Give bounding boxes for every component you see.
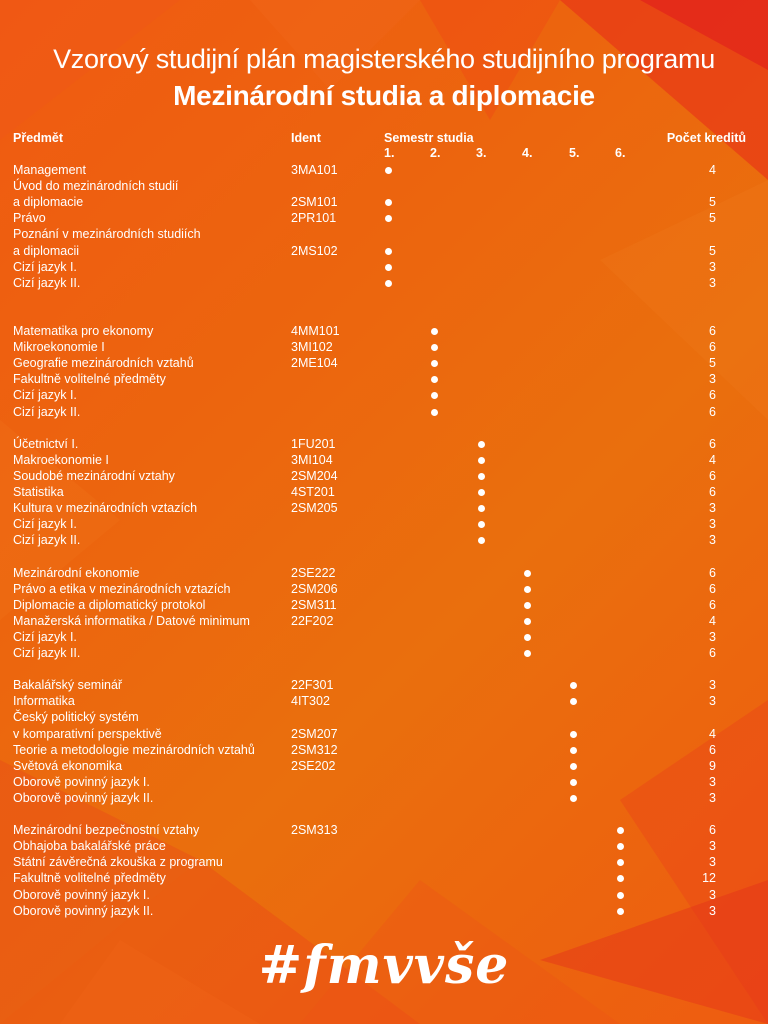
semester-dot-icon xyxy=(431,392,438,399)
subject-ident: 22F202 xyxy=(291,613,334,628)
table-row xyxy=(0,276,768,292)
subject-name: a diplomacii xyxy=(13,243,80,258)
semester-dot-icon xyxy=(431,376,438,383)
semester-dot-icon xyxy=(385,215,392,222)
subject-name: Světová ekonomika xyxy=(13,758,123,773)
subject-ident: 2SM205 xyxy=(291,501,338,516)
semester-dot-icon xyxy=(478,537,485,544)
table-row xyxy=(0,421,768,437)
subject-name: Soudobé mezinárodní vztahy xyxy=(13,468,175,483)
subject-name: Cizí jazyk II. xyxy=(13,404,81,419)
table-row xyxy=(0,340,768,356)
subject-ident: 4MM101 xyxy=(291,324,340,338)
table-row xyxy=(0,662,768,678)
table-row xyxy=(0,437,768,453)
semester-dot-icon xyxy=(617,843,624,850)
subject-name: Oborově povinný jazyk I. xyxy=(13,887,150,902)
semester-dot-icon xyxy=(570,747,577,754)
subject-name: Cizí jazyk II. xyxy=(13,275,81,290)
semester-dot-icon xyxy=(617,875,624,882)
table-row xyxy=(0,308,768,324)
subject-credits: 6 xyxy=(709,324,716,338)
table-row xyxy=(0,453,768,469)
subject-credits: 3 xyxy=(709,855,716,870)
subject-ident: 2ME104 xyxy=(291,356,338,371)
subject-ident: 3MA101 xyxy=(291,163,338,177)
subject-name: Makroekonomie I xyxy=(13,452,109,467)
subject-credits: 6 xyxy=(709,646,716,660)
semester-dot-icon xyxy=(524,570,531,577)
subject-name: Český politický systém xyxy=(13,710,139,725)
semester-dot-icon xyxy=(570,763,577,770)
semester-dot-icon xyxy=(617,908,624,915)
semester-dot-icon xyxy=(524,634,531,641)
semester-number-1: 1. xyxy=(384,146,395,160)
subject-name: Oborově povinný jazyk I. xyxy=(13,774,150,789)
subject-name: Mikroekonomie I xyxy=(13,340,105,355)
subject-name: Cizí jazyk II. xyxy=(13,646,81,660)
subject-ident: 2SM206 xyxy=(291,581,338,596)
subject-name: Úvod do mezinárodních studií xyxy=(13,179,179,194)
semester-number-5: 5. xyxy=(569,146,580,160)
semester-dot-icon xyxy=(478,473,485,480)
subject-credits: 3 xyxy=(709,774,716,789)
fmvvse-logo: #fmvvše xyxy=(258,935,510,996)
subject-credits: 3 xyxy=(709,275,716,290)
subject-name: Management xyxy=(13,163,86,177)
table-row xyxy=(0,582,768,598)
header-subject: Předmět xyxy=(13,131,64,145)
table-row xyxy=(0,855,768,871)
subject-credits: 9 xyxy=(709,758,716,773)
semester-dot-icon xyxy=(570,682,577,689)
subject-credits: 3 xyxy=(709,694,716,709)
semester-dot-icon xyxy=(617,859,624,866)
subject-name: Kultura v mezinárodních vztazích xyxy=(13,501,198,516)
subject-credits: 6 xyxy=(709,340,716,355)
subject-credits: 6 xyxy=(709,468,716,483)
semester-dot-icon xyxy=(385,264,392,271)
table-row xyxy=(0,646,768,662)
semester-dot-icon xyxy=(385,167,392,174)
semester-dot-icon xyxy=(478,505,485,512)
subject-credits: 6 xyxy=(709,823,716,838)
subject-name: Diplomacie a diplomatický protokol xyxy=(13,597,206,612)
subject-ident: 2SE222 xyxy=(291,565,336,580)
subject-credits: 3 xyxy=(709,790,716,805)
subject-name: Manažerská informatika / Datové minimum xyxy=(13,613,250,628)
table-row xyxy=(0,195,768,211)
subject-ident: 2SM207 xyxy=(291,726,338,741)
table-row xyxy=(0,549,768,565)
subject-credits: 3 xyxy=(709,629,716,644)
subject-credits: 6 xyxy=(709,565,716,580)
table-row xyxy=(0,260,768,276)
semester-dot-icon xyxy=(570,698,577,705)
semester-number-4: 4. xyxy=(522,146,533,160)
subject-name: Cizí jazyk I. xyxy=(13,388,77,403)
subject-name: Oborově povinný jazyk II. xyxy=(13,790,154,805)
subject-ident: 4ST201 xyxy=(291,485,335,499)
subject-name: Matematika pro ekonomy xyxy=(13,324,154,338)
subject-credits: 12 xyxy=(702,871,716,886)
subject-credits: 6 xyxy=(709,742,716,757)
subject-name: Geografie mezinárodních vztahů xyxy=(13,356,194,371)
subject-ident: 3MI104 xyxy=(291,452,333,467)
table-row xyxy=(0,163,768,179)
subject-name: Cizí jazyk I. xyxy=(13,517,77,532)
page-title-line1: Vzorový studijní plán magisterského studijního programu xyxy=(53,44,715,74)
subject-name: Statistika xyxy=(13,485,64,499)
table-row xyxy=(0,372,768,388)
table-row xyxy=(0,759,768,775)
subject-credits: 3 xyxy=(709,887,716,902)
table-row xyxy=(0,356,768,372)
subject-name: Fakultně volitelné předměty xyxy=(13,372,166,387)
subject-credits: 6 xyxy=(709,436,716,451)
subject-credits: 3 xyxy=(709,533,716,548)
semester-dot-icon xyxy=(617,827,624,834)
semester-dot-icon xyxy=(524,650,531,657)
table-row xyxy=(0,388,768,404)
subject-credits: 3 xyxy=(709,501,716,516)
subject-credits: 6 xyxy=(709,485,716,499)
table-row xyxy=(0,630,768,646)
subject-ident: 2SE202 xyxy=(291,758,336,773)
subject-name: Cizí jazyk II. xyxy=(13,533,81,548)
subject-credits: 6 xyxy=(709,404,716,419)
table-row xyxy=(0,485,768,501)
subject-credits: 3 xyxy=(709,517,716,532)
table-row xyxy=(0,501,768,517)
subject-credits: 6 xyxy=(709,597,716,612)
subject-credits: 4 xyxy=(709,452,716,467)
table-row xyxy=(0,517,768,533)
semester-dot-icon xyxy=(385,199,392,206)
subject-credits: 5 xyxy=(709,356,716,371)
subject-credits: 6 xyxy=(709,581,716,596)
table-row xyxy=(0,839,768,855)
semester-dot-icon xyxy=(431,409,438,416)
subject-name: Oborově povinný jazyk II. xyxy=(13,903,154,918)
subject-ident: 2SM101 xyxy=(291,195,338,210)
semester-dot-icon xyxy=(524,618,531,625)
page-title-line2: Mezinárodní studia a diplomacie xyxy=(173,80,595,111)
subject-ident: 2SM311 xyxy=(291,597,337,612)
table-row xyxy=(0,710,768,726)
semester-dot-icon xyxy=(570,779,577,786)
semester-dot-icon xyxy=(431,328,438,335)
semester-dot-icon xyxy=(570,795,577,802)
semester-dot-icon xyxy=(478,457,485,464)
subject-name: Právo xyxy=(13,211,46,226)
table-row xyxy=(0,694,768,710)
subject-credits: 3 xyxy=(709,839,716,854)
semester-dot-icon xyxy=(478,441,485,448)
subject-name: Teorie a metodologie mezinárodních vztahů xyxy=(13,742,255,757)
semester-dot-icon xyxy=(478,489,485,496)
table-row xyxy=(0,904,768,920)
subject-ident: 4IT302 xyxy=(291,694,330,709)
subject-ident: 2SM312 xyxy=(291,742,338,757)
semester-dot-icon xyxy=(570,731,577,738)
table-row xyxy=(0,775,768,791)
subject-credits: 5 xyxy=(709,211,716,226)
semester-dot-icon xyxy=(385,248,392,255)
subject-name: Účetnictví I. xyxy=(13,436,79,451)
table-row xyxy=(0,743,768,759)
table-row xyxy=(0,244,768,260)
semester-dot-icon xyxy=(431,360,438,367)
table-row xyxy=(0,292,768,308)
subject-credits: 5 xyxy=(709,195,716,210)
subject-name: Fakultně volitelné předměty xyxy=(13,871,166,886)
table-row xyxy=(0,727,768,743)
subject-credits: 3 xyxy=(709,903,716,918)
table-row xyxy=(0,888,768,904)
table-row xyxy=(0,871,768,887)
subject-ident: 2SM313 xyxy=(291,823,338,838)
subject-name: Mezinárodní ekonomie xyxy=(13,565,140,580)
subject-credits: 3 xyxy=(709,678,716,693)
table-row xyxy=(0,598,768,614)
subject-ident: 22F301 xyxy=(291,678,334,693)
subject-name: v komparativní perspektivě xyxy=(13,726,162,741)
table-row xyxy=(0,791,768,807)
semester-dot-icon xyxy=(431,344,438,351)
subject-ident: 2PR101 xyxy=(291,211,337,226)
table-row xyxy=(0,807,768,823)
subject-ident: 1FU201 xyxy=(291,436,336,451)
header-ident: Ident xyxy=(291,131,321,145)
subject-ident: 3MI102 xyxy=(291,340,333,355)
table-row xyxy=(0,469,768,485)
semester-number-2: 2. xyxy=(430,146,441,160)
subject-ident: 2MS102 xyxy=(291,243,338,258)
table-row xyxy=(0,566,768,582)
semester-dot-icon xyxy=(524,602,531,609)
table-row xyxy=(0,179,768,195)
semester-number-3: 3. xyxy=(476,146,487,160)
semester-dot-icon xyxy=(385,280,392,287)
subject-credits: 4 xyxy=(709,726,716,741)
subject-name: Státní závěrečná zkouška z programu xyxy=(13,855,223,870)
subject-credits: 6 xyxy=(709,388,716,403)
subject-name: Informatika xyxy=(13,694,75,709)
table-row xyxy=(0,324,768,340)
subject-name: Cizí jazyk I. xyxy=(13,629,77,644)
subject-name: Právo a etika v mezinárodních vztazích xyxy=(13,581,231,596)
table-row xyxy=(0,533,768,549)
subject-ident: 2SM204 xyxy=(291,468,338,483)
table-row xyxy=(0,405,768,421)
subject-credits: 3 xyxy=(709,372,716,387)
header-credits: Počet kreditů xyxy=(666,131,746,145)
subject-name: Mezinárodní bezpečnostní vztahy xyxy=(13,823,200,838)
semester-number-6: 6. xyxy=(615,146,626,160)
subject-credits: 4 xyxy=(709,163,716,177)
table-row xyxy=(0,678,768,694)
subject-name: Bakalářský seminář xyxy=(13,678,123,693)
semester-dot-icon xyxy=(478,521,485,528)
table-row xyxy=(0,211,768,227)
subject-name: Cizí jazyk I. xyxy=(13,259,77,274)
semester-dot-icon xyxy=(524,586,531,593)
table-row xyxy=(0,823,768,839)
table-row xyxy=(0,614,768,630)
subject-credits: 3 xyxy=(709,259,716,274)
subject-name: Obhajoba bakalářské práce xyxy=(13,839,166,854)
subject-credits: 4 xyxy=(709,613,716,628)
subject-name: a diplomacie xyxy=(13,195,84,210)
subject-credits: 5 xyxy=(709,243,716,258)
subject-name: Poznání v mezinárodních studiích xyxy=(13,227,201,242)
header-semester: Semestr studia xyxy=(384,131,474,145)
table-row xyxy=(0,227,768,243)
semester-dot-icon xyxy=(617,892,624,899)
